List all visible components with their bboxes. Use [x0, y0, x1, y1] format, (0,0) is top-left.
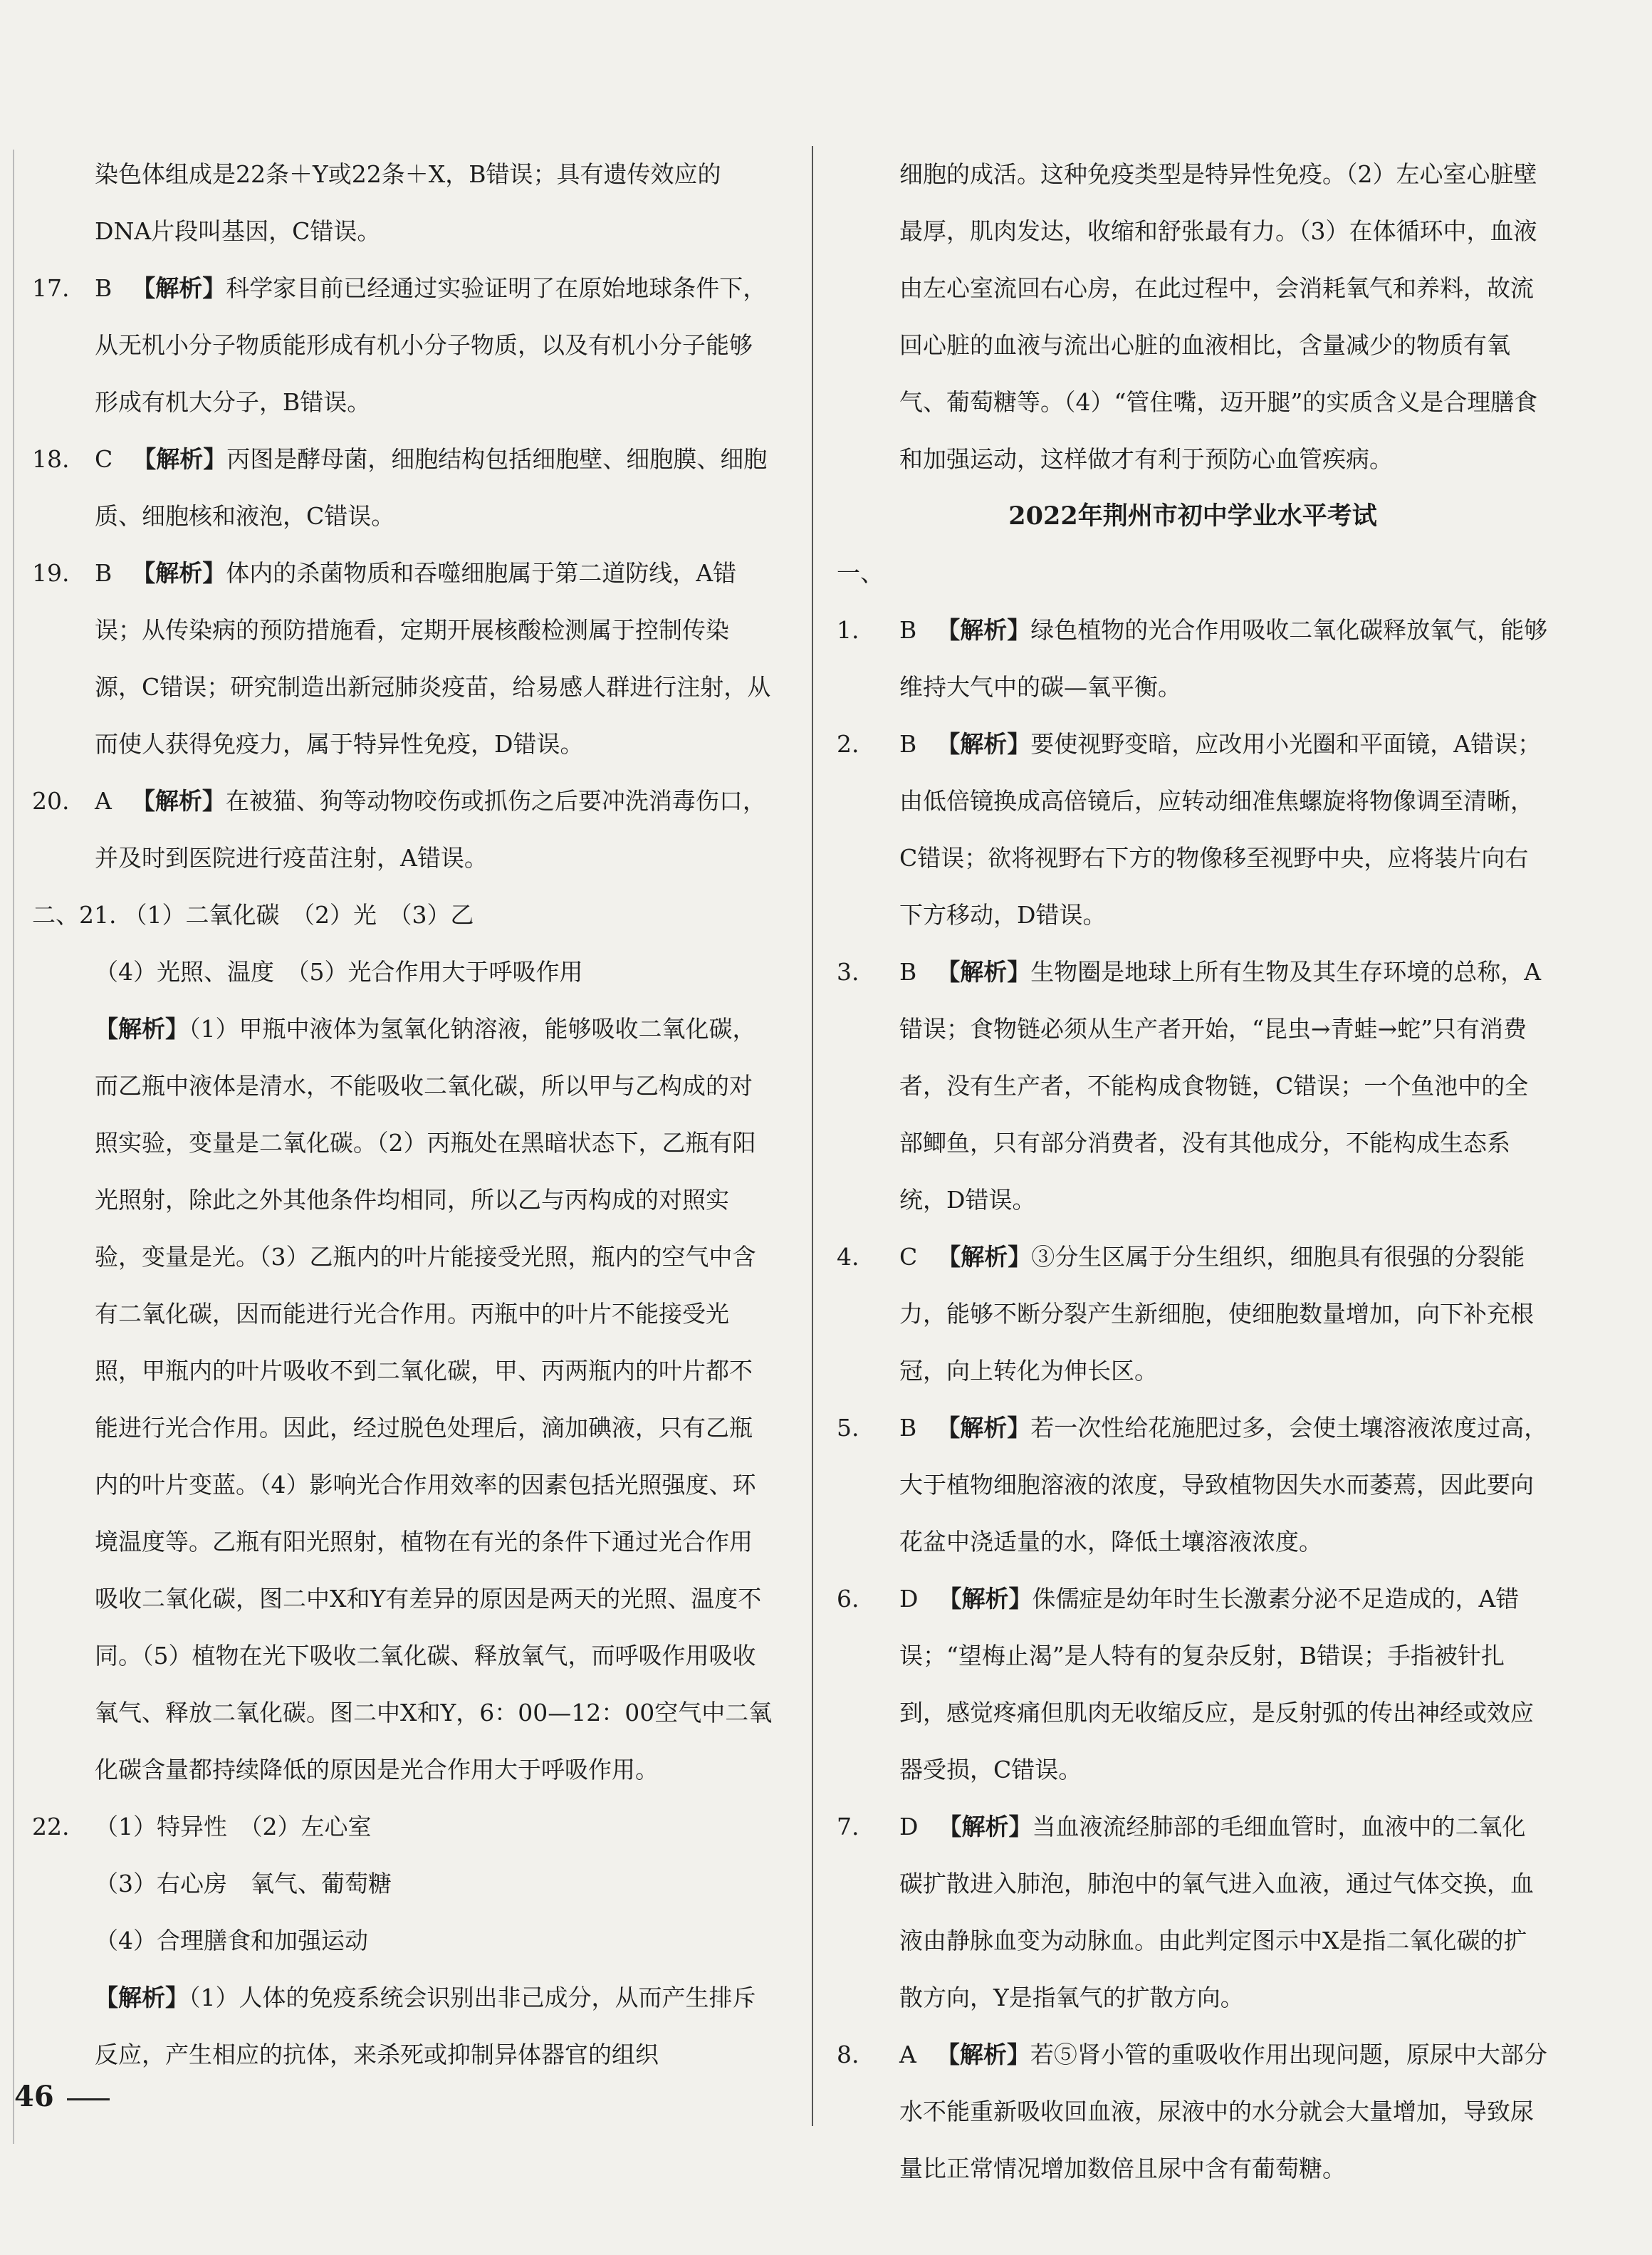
question-text: 在被猫、狗等动物咬伤或抓伤之后要冲洗消毒伤口，并及时到医院进行疫苗注射，A错误。 — [95, 787, 766, 872]
answer-letter: B — [899, 730, 917, 758]
analysis-tag: 【解析】 — [938, 1813, 1032, 1840]
paragraph-text: （3）右心房 氧气、葡萄糖 — [95, 1870, 392, 1897]
question-text: 生物圈是地球上所有生物及其生存环境的总称，A错误；食物链必须从生产者开始，“昆虫→青蛙→蛇”只有消费者，没有生产者，不能构成食物链，C错误；一个鱼池中的全部鲫鱼，只有部分消费者，没有其他成分，不能构成生态系统，D错误。 — [899, 958, 1542, 1214]
answer-paragraph — [32, 1912, 773, 1969]
question-item — [32, 1798, 773, 1855]
question-text: 科学家目前已经通过实验证明了在原始地球条件下，从无机小分子物质能形成有机小分子物质，以及有机小分子能够形成有机大分子，B错误。 — [95, 274, 767, 416]
question-number: 3. — [837, 958, 859, 986]
question-text: ③分生区属于分生组织，细胞具有很强的分裂能力，能够不断分裂产生新细胞，使细胞数量增加，向下补充根冠，向上转化为伸长区。 — [899, 1243, 1534, 1385]
answer-paragraph — [837, 146, 1549, 488]
analysis-paragraph — [32, 1001, 773, 1798]
analysis-tag: 【解析】 — [936, 730, 1031, 758]
question-text: （1）特异性 （2）左心室 — [95, 1813, 372, 1840]
question-item — [32, 545, 773, 773]
page-footer — [14, 2080, 110, 2113]
question-text: 要使视野变暗，应改用小光圈和平面镜，A错误；由低倍镜换成高倍镜后，应转动细准焦螺旋将物像调至清晰，C错误；欲将视野右下方的物像移至视野中央，应将装片向右下方移动，D错误。 — [899, 730, 1542, 929]
analysis-tag: 【解析】 — [95, 1984, 189, 2011]
question-number: 19. — [32, 559, 70, 587]
question-number: 5. — [837, 1414, 859, 1442]
question-item — [837, 1400, 1549, 1571]
question-text: 若一次性给花施肥过多，会使土壤溶液浓度过高，大于植物细胞溶液的浓度，导致植物因失水而萎蔫，因此要向花盆中浇适量的水，降低土壤溶液浓度。 — [899, 1414, 1548, 1556]
analysis-tag: 【解析】 — [936, 1414, 1031, 1442]
page-number: 46 — [14, 2080, 54, 2113]
analysis-text: （1）人体的免疫系统会识别出非己成分，从而产生排斥反应，产生相应的抗体，来杀死或抑制异体器官的组织 — [95, 1984, 756, 2068]
left-margin-line — [13, 150, 14, 2144]
analysis-tag: 【解析】 — [938, 1585, 1032, 1613]
question-text: 绿色植物的光合作用吸收二氧化碳释放氧气，能够维持大气中的碳—氧平衡。 — [899, 616, 1548, 701]
paragraph-text: （4）合理膳食和加强运动 — [95, 1927, 368, 1954]
question-item — [32, 431, 773, 545]
answer-letter: B — [95, 559, 113, 587]
answer-letter: C — [899, 1243, 918, 1271]
column-divider — [812, 146, 813, 2126]
question-item — [32, 260, 773, 431]
question-item — [837, 716, 1549, 944]
question-number: 8. — [837, 2041, 859, 2068]
analysis-tag: 【解析】 — [132, 559, 226, 587]
paragraph-text: 细胞的成活。这种免疫类型是特异性免疫。（2）左心室心脏壁最厚，肌肉发达，收缩和舒张最有力。（3）在体循环中，血液由左心室流回右心房，在此过程中，会消耗氧气和养料，故流回心脏的血液与流出心脏的血液相比，含量减少的物质有氧气、葡萄糖等。（4）“管住嘴，迈开腿”的实质含义是合理膳食和加强运动，这样做才有利于预防心血管疾病。 — [899, 160, 1538, 473]
analysis-tag: 【解析】 — [132, 445, 227, 473]
answer-letter: B — [899, 958, 917, 986]
paragraph-text: （4）光照、温度 （5）光合作用大于呼吸作用 — [95, 958, 583, 986]
question-number: 7. — [837, 1813, 859, 1840]
question-item — [32, 773, 773, 887]
question-item — [837, 1571, 1549, 1798]
answer-letter: D — [899, 1585, 919, 1613]
question-number: 2. — [837, 730, 859, 758]
question-text: 当血液流经肺部的毛细血管时，血液中的二氧化碳扩散进入肺泡，肺泡中的氧气进入血液，通过气体交换，血液由静脉血变为动脉血。由此判定图示中X是指二氧化碳的扩散方向，Y是指氧气的扩散方向。 — [899, 1813, 1534, 2011]
question-text: （1）二氧化碳 （2）光 （3）乙 — [123, 901, 474, 929]
answer-letter: B — [899, 1414, 917, 1442]
answer-paragraph — [32, 146, 773, 260]
footer-dash — [67, 2098, 110, 2100]
question-text: 若⑤肾小管的重吸收作用出现问题，原尿中大部分水不能重新吸收回血液，尿液中的水分就会大量增加，导致尿量比正常情况增加数倍且尿中含有葡萄糖。 — [899, 2041, 1547, 2182]
question-number: 二、21. — [32, 901, 117, 929]
analysis-tag: 【解析】 — [95, 1015, 189, 1043]
question-number: 一、1. — [837, 559, 884, 644]
question-number: 6. — [837, 1585, 859, 1613]
analysis-paragraph — [32, 1969, 773, 2083]
answer-letter: C — [95, 445, 113, 473]
answer-paragraph — [32, 1855, 773, 1912]
question-number: 17. — [32, 274, 70, 302]
question-item — [837, 2026, 1549, 2197]
question-number: 20. — [32, 787, 70, 815]
question-number: 18. — [32, 445, 70, 473]
analysis-tag: 【解析】 — [936, 616, 1031, 644]
question-number: 4. — [837, 1243, 859, 1271]
answer-letter: B — [95, 274, 113, 302]
right-column — [837, 146, 1549, 2197]
analysis-tag: 【解析】 — [132, 274, 226, 302]
question-number: 22. — [32, 1813, 70, 1840]
question-text: 丙图是酵母菌，细胞结构包括细胞壁、细胞膜、细胞质、细胞核和液泡，C错误。 — [95, 445, 768, 530]
question-item — [837, 545, 1549, 716]
question-item — [32, 887, 773, 944]
analysis-tag: 【解析】 — [131, 787, 226, 815]
analysis-tag: 【解析】 — [937, 1243, 1032, 1271]
question-item — [837, 1229, 1549, 1400]
question-item — [837, 1798, 1549, 2026]
question-text: 侏儒症是幼年时生长激素分泌不足造成的，A错误；“望梅止渴”是人特有的复杂反射，B错误；手指被针扎到，感觉疼痛但肌肉无收缩反应，是反射弧的传出神经或效应器受损，C错误。 — [899, 1585, 1534, 1783]
answer-letter: A — [899, 2041, 916, 2068]
answer-letter: A — [95, 787, 112, 815]
analysis-tag: 【解析】 — [936, 958, 1031, 986]
section-heading: 2022年荆州市初中学业水平考试 — [1008, 501, 1377, 531]
question-text: 体内的杀菌物质和吞噬细胞属于第二道防线，A错误；从传染病的预防措施看，定期开展核酸检测属于控制传染源，C错误；研究制造出新冠肺炎疫苗，给易感人群进行注射，从而使人获得免疫力，属于特异性免疫，D错误。 — [95, 559, 771, 758]
analysis-text: （1）甲瓶中液体为氢氧化钠溶液，能够吸收二氧化碳，而乙瓶中液体是清水，不能吸收二氧化碳，所以甲与乙构成的对照实验，变量是二氧化碳。（2）丙瓶处在黑暗状态下，乙瓶有阳光照射，除此之外其他条件均相同，所以乙与丙构成的对照实验，变量是光。（3）乙瓶内的叶片能接受光照，瓶内的空气中含有二氧化碳，因而能进行光合作用。丙瓶中的叶片不能接受光照，甲瓶内的叶片吸收不到二氧化碳，甲、丙两瓶内的叶片都不能进行光合作用。因此，经过脱色处理后，滴加碘液，只有乙瓶内的叶片变蓝。（4）影响光合作用效率的因素包括光照强度、环境温度等。乙瓶有阳光照射，植物在有光的条件下通过光合作用吸收二氧化碳，图二中X和Y有差异的原因是两天的光照、温度不同。（5）植物在光下吸收二氧化碳、释放氧气，而呼吸作用吸收氧气、释放二氧化碳。图二中X和Y，6：00—12：00空气中二氧化碳含量都持续降低的原因是光合作用大于呼吸作用。 — [95, 1015, 773, 1783]
answer-letter: B — [899, 616, 917, 644]
analysis-tag: 【解析】 — [936, 2041, 1030, 2068]
left-column — [32, 146, 773, 2083]
question-item — [837, 944, 1549, 1229]
answer-paragraph — [32, 944, 773, 1001]
answer-letter: D — [899, 1813, 919, 1840]
paragraph-text: 染色体组成是22条＋Y或22条＋X，B错误；具有遗传效应的DNA片段叫基因，C错误。 — [95, 160, 721, 245]
